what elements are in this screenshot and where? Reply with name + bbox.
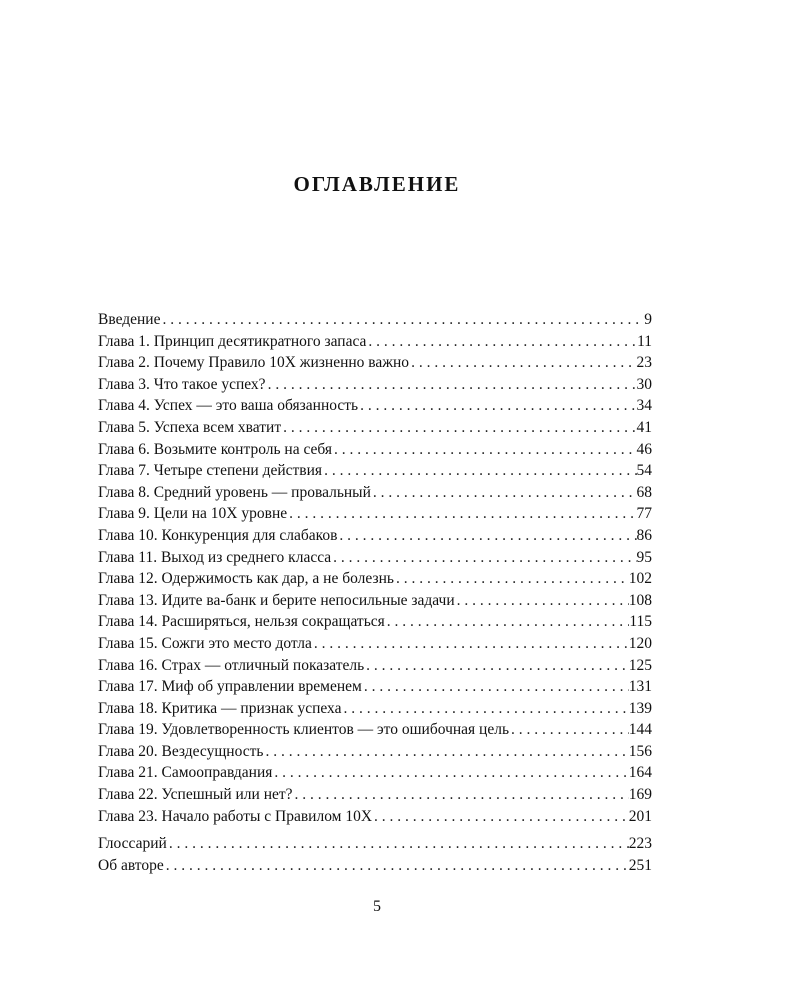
toc-entry-label: Глава 19. Удовлетворенность клиентов — это ошибочная цель [98, 721, 510, 739]
toc-entry [98, 547, 652, 569]
dot-leader [394, 568, 629, 590]
dot-leader [266, 374, 637, 396]
toc-entry-label: Глава 1. Принцип десятикратного запаса [98, 332, 367, 350]
toc-entry-page: 46 [636, 440, 652, 458]
toc-entry-label: Глава 13. Идите ва-банк и берите непосильные задачи [98, 591, 455, 609]
dot-leader [341, 698, 628, 720]
dot-leader [509, 719, 629, 741]
dot-leader [366, 331, 637, 353]
toc-entry-page: 9 [644, 311, 652, 328]
toc-entry-label: Глава 4. Успех — это ваша обязанность [98, 397, 359, 415]
toc-entry-page: 120 [628, 634, 652, 652]
toc-entry-label: Глава 2. Почему Правило 10Х жизненно важно [98, 354, 410, 372]
toc-entry-label: Глава 18. Критика — признак успеха [98, 699, 342, 717]
toc-entry [98, 806, 652, 828]
toc-entry [98, 568, 652, 590]
toc-entry-page: 41 [636, 418, 652, 436]
toc-entry-label: Глава 3. Что такое успех? [98, 375, 266, 393]
toc-list [98, 309, 652, 876]
toc-entry-page: 34 [636, 397, 652, 415]
toc-entry [98, 309, 652, 331]
toc-entry-label: Глава 20. Вездесущность [98, 742, 264, 760]
toc-entry [98, 741, 652, 763]
toc-entry [98, 482, 652, 504]
toc-entry-page: 11 [637, 332, 652, 350]
dot-leader [312, 633, 629, 655]
toc-entry [98, 855, 652, 877]
dot-leader [167, 833, 629, 855]
toc-entry-label: Глава 6. Возьмите контроль на себя [98, 440, 333, 458]
toc-entry-page: 251 [628, 856, 652, 874]
toc-entry-page: 54 [636, 462, 652, 480]
toc-entry [98, 331, 652, 353]
toc-entry [98, 784, 652, 806]
toc-entry-label: Глава 23. Начало работы с Правилом 10Х [98, 807, 373, 825]
toc-entry-label: Глава 22. Успешный или нет? [98, 786, 293, 804]
toc-entry-label: Глава 10. Конкуренция для слабаков [98, 526, 338, 544]
dot-leader [331, 547, 636, 569]
toc-entry-label: Введение [98, 311, 161, 328]
dot-leader [372, 806, 629, 828]
toc-entry-page: 139 [628, 699, 652, 717]
toc-entry-label: Глава 7. Четыре степени действия [98, 462, 323, 480]
dot-leader [322, 460, 636, 482]
toc-title: ОГЛАВЛЕНИЕ [293, 172, 461, 196]
toc-entry-page: 169 [628, 786, 652, 804]
toc-entry-label: Глоссарий [98, 835, 167, 853]
dot-leader [263, 741, 628, 763]
toc-entry [98, 676, 652, 698]
toc-entry [98, 525, 652, 547]
toc-entry-page: 164 [628, 764, 652, 782]
toc-entry [98, 833, 652, 855]
toc-entry [98, 719, 652, 741]
toc-entry [98, 762, 652, 784]
toc-entry-label: Глава 11. Выход из среднего класса [98, 548, 332, 566]
toc-entry [98, 439, 652, 461]
toc-entry-page: 115 [629, 613, 652, 631]
toc-entry-label: Глава 8. Средний уровень — провальный [98, 483, 371, 501]
toc-entry-label: Глава 15. Сожги это место дотла [98, 634, 312, 652]
toc-entry-page: 125 [628, 656, 652, 674]
dot-leader [337, 525, 636, 547]
toc-entry [98, 374, 652, 396]
toc-entry-page: 144 [628, 721, 652, 739]
toc-entry-label: Глава 14. Расширяться, нельзя сокращаться [98, 613, 385, 631]
dot-leader [385, 611, 630, 633]
toc-entry-page: 68 [636, 483, 652, 501]
dot-leader [358, 395, 636, 417]
toc-entry-label: Глава 21. Самооправдания [98, 764, 273, 782]
dot-leader [364, 655, 629, 677]
dot-leader [332, 439, 636, 461]
dot-leader [293, 784, 629, 806]
toc-entry [98, 460, 652, 482]
toc-entry-label: Глава 17. Миф об управлении временем [98, 678, 362, 696]
dot-leader [164, 855, 629, 877]
dot-leader [272, 762, 628, 784]
dot-leader [362, 676, 629, 698]
toc-entry-page: 223 [628, 835, 652, 853]
toc-entry [98, 655, 652, 677]
dot-leader [281, 417, 636, 439]
toc-entry-page: 95 [636, 548, 652, 566]
toc-entry-page: 131 [628, 678, 652, 696]
toc-entry [98, 611, 652, 633]
toc-entry-page: 201 [628, 807, 652, 825]
toc-entry [98, 352, 652, 374]
toc-entry-page: 77 [636, 505, 652, 523]
toc-entry [98, 698, 652, 720]
dot-leader [371, 482, 637, 504]
toc-entry [98, 395, 652, 417]
toc-entry-page: 23 [636, 354, 652, 372]
toc-entry [98, 633, 652, 655]
dot-leader [287, 503, 636, 525]
toc-entry-label: Об авторе [98, 856, 164, 874]
toc-entry [98, 590, 652, 612]
toc-entry-page: 30 [636, 375, 652, 393]
dot-leader [409, 352, 636, 374]
toc-entry-page: 102 [628, 570, 652, 588]
toc-entry-page: 108 [628, 591, 652, 609]
toc-entry-page: 156 [628, 742, 652, 760]
toc-entry [98, 503, 652, 525]
page-number: 5 [373, 898, 381, 915]
toc-entry [98, 417, 652, 439]
toc-entry-label: Глава 16. Страх — отличный показатель [98, 656, 365, 674]
toc-entry-page: 86 [636, 526, 652, 544]
toc-entry-label: Глава 12. Одержимость как дар, а не болезнь [98, 570, 394, 588]
dot-leader [455, 590, 629, 612]
dot-leader [160, 309, 644, 331]
toc-entry-label: Глава 9. Цели на 10Х уровне [98, 505, 288, 523]
toc-entry-label: Глава 5. Успеха всем хватит [98, 418, 282, 436]
